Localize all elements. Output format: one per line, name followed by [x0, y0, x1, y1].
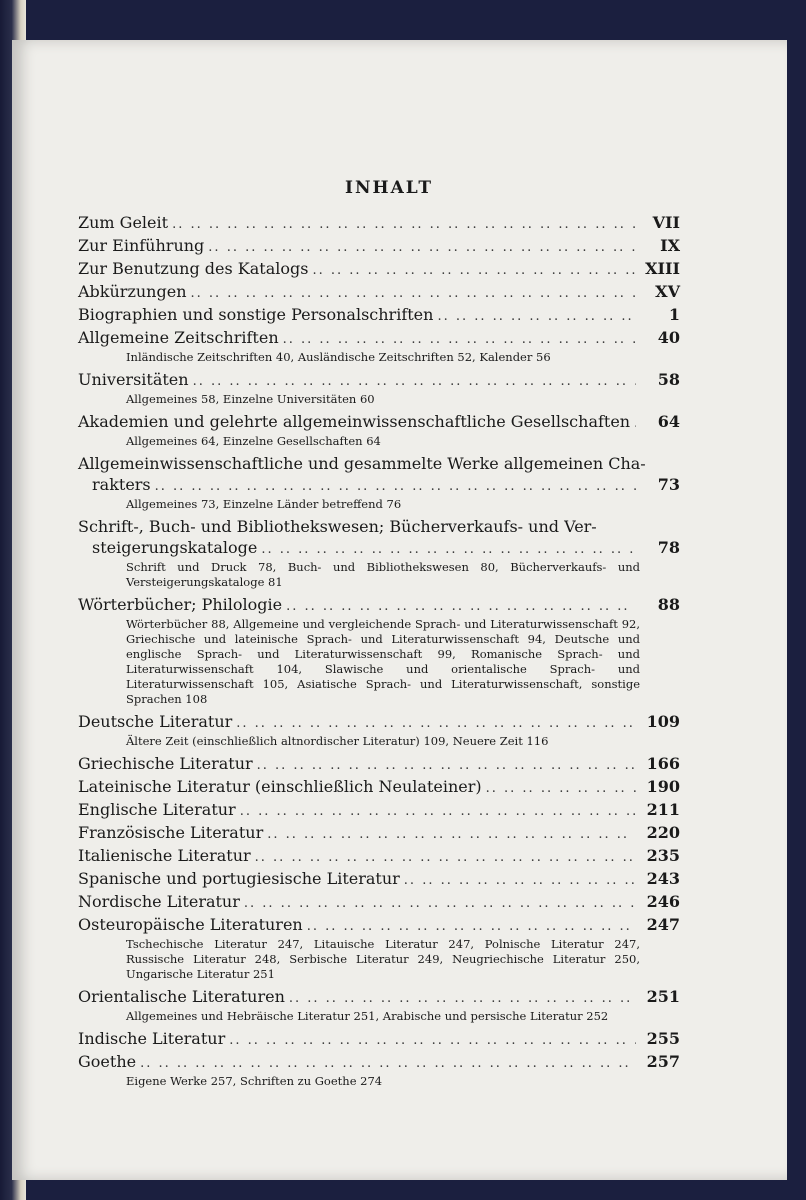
- leader-dots: [404, 870, 636, 891]
- toc-entry-title: Französische Literatur: [78, 823, 264, 842]
- toc-entry-page: 251: [646, 987, 680, 1006]
- toc-entry-title: Spanische und portugiesische Literatur: [78, 869, 400, 888]
- toc-entry-title: Englische Literatur: [78, 800, 236, 819]
- leader-dots: [257, 755, 636, 776]
- toc-entry-title: Wörterbücher; Philologie: [78, 595, 283, 614]
- toc-entry: [78, 1028, 680, 1051]
- toc-entry: [78, 822, 680, 845]
- toc-entry-subsections: Allgemeines 64, Einzelne Gesellschaften 64: [126, 434, 381, 448]
- toc-entry-page: 88: [657, 595, 680, 614]
- toc-entry-title: Osteuropäische Literaturen: [78, 915, 303, 934]
- leader-dots: [267, 824, 636, 845]
- toc-entry-page: 257: [646, 1052, 680, 1071]
- leader-dots: [229, 1030, 636, 1051]
- toc-entry-title: Indische Literatur: [78, 1029, 226, 1048]
- toc-entry-title: Allgemeine Zeitschriften: [78, 328, 279, 347]
- toc-entry-page: 109: [646, 712, 680, 731]
- toc-entry-title-continued: steigerungskataloge: [92, 538, 258, 557]
- toc-entry: [78, 711, 680, 749]
- toc-entry: [78, 212, 680, 235]
- toc-entry-page: XIII: [645, 259, 680, 278]
- toc-entry-title: Zum Geleit: [78, 213, 169, 232]
- toc-entry-page: VII: [652, 213, 680, 232]
- toc-entry-title: Zur Benutzung des Katalogs: [78, 259, 309, 278]
- toc-heading: INHALT: [345, 178, 433, 198]
- toc-entry: [78, 594, 680, 707]
- toc-entry-subsections: Allgemeines 73, Einzelne Länder betreffend 76: [126, 497, 402, 511]
- toc-entry: [78, 411, 680, 449]
- toc-entry-page: XV: [655, 282, 680, 301]
- toc-entry: [78, 845, 680, 868]
- leader-dots: [437, 306, 636, 327]
- toc-entry-title: Nordische Literatur: [78, 892, 240, 911]
- toc-entry: [78, 986, 680, 1024]
- toc-entry: [78, 453, 680, 512]
- toc-entry-page: 220: [646, 823, 680, 842]
- toc-entry: [78, 369, 680, 407]
- toc-entry-page: 73: [657, 475, 680, 494]
- toc-entry: [78, 235, 680, 258]
- toc-entry-page: 64: [657, 412, 680, 431]
- toc-entry: [78, 753, 680, 776]
- toc-entry-page: 40: [657, 328, 680, 347]
- toc-entry-page: 246: [646, 892, 680, 911]
- leader-dots: [289, 988, 636, 1009]
- toc-entry-page: 255: [646, 1029, 680, 1048]
- leader-dots: [261, 539, 636, 560]
- toc-entry-title: Universitäten: [78, 370, 189, 389]
- toc-entry-title: Biographien und sonstige Personalschriften: [78, 305, 434, 324]
- toc-entry: [78, 914, 680, 982]
- toc-entry-page: IX: [660, 236, 680, 255]
- toc-entry-subsections: Allgemeines und Hebräische Literatur 251, Arabische und persische Literatur 252: [126, 1009, 609, 1023]
- leader-dots: [140, 1053, 636, 1074]
- toc-entry-subsections: Schrift und Druck 78, Buch- und Bibliothekswesen 80, Bücherverkaufs- und Versteigerungskataloge 81: [126, 560, 640, 589]
- toc-entry-title: Italienische Literatur: [78, 846, 251, 865]
- toc-entry: [78, 891, 680, 914]
- toc-entry-subsections: Allgemeines 58, Einzelne Universitäten 60: [126, 392, 375, 406]
- toc-entry-title: Abkürzungen: [78, 282, 187, 301]
- toc-entry-page: 58: [657, 370, 680, 389]
- leader-dots: [634, 413, 636, 434]
- toc-entry-title: Schrift-, Buch- und Bibliothekswesen; Bücherverkaufs- und Ver-: [78, 517, 597, 536]
- toc-entries: [78, 212, 680, 1089]
- leader-dots: [193, 371, 636, 392]
- toc-entry-title: Orientalische Literaturen: [78, 987, 285, 1006]
- toc-entry: [78, 868, 680, 891]
- toc-entry-page: 247: [646, 915, 680, 934]
- toc-entry: [78, 776, 680, 799]
- leader-dots: [244, 893, 636, 914]
- toc-entry: [78, 281, 680, 304]
- toc-entry: [78, 516, 680, 590]
- toc-entry: [78, 799, 680, 822]
- toc-entry-page: 243: [646, 869, 680, 888]
- toc-entry-title: Deutsche Literatur: [78, 712, 233, 731]
- leader-dots: [172, 214, 636, 235]
- leader-dots: [286, 596, 636, 617]
- toc-entry-title-continued: rakters: [92, 475, 151, 494]
- toc-entry-title: Zur Einführung: [78, 236, 205, 255]
- toc-entry-subsections: Tschechische Literatur 247, Litauische Literatur 247, Polnische Literatur 247, Russische Literatur 248, Serbische Literatur 249, Neugriechische Literatur 250, Ungarische Literatur 251: [126, 937, 640, 981]
- leader-dots: [255, 847, 636, 868]
- leader-dots: [191, 283, 637, 304]
- toc-entry-title: Akademien und gelehrte allgemeinwissenschaftliche Gesellschaften: [78, 412, 631, 431]
- toc-entry-page: 1: [668, 305, 680, 324]
- toc-entry-title: Allgemeinwissenschaftliche und gesammelte Werke allgemeinen Cha-: [78, 454, 646, 473]
- toc-entry: [78, 258, 680, 281]
- toc-entry-page: 190: [646, 777, 680, 796]
- leader-dots: [486, 778, 636, 799]
- toc-entry-page: 211: [646, 800, 680, 819]
- toc-entry: [78, 327, 680, 365]
- toc-entry-subsections: Inländische Zeitschriften 40, Ausländische Zeitschriften 52, Kalender 56: [126, 350, 551, 364]
- toc-entry-title: Goethe: [78, 1052, 137, 1071]
- toc-entry-subsections: Wörterbücher 88, Allgemeine und vergleichende Sprach- und Literaturwissenschaft 92, Griechische und lateinische Sprach- und Literaturwissenschaft 94, Deutsche und englische Sprach- und Literaturwissenschaft 99, Romanische Sprach- und Literaturwissenschaft 104, Slawische und orientalische Sprach- und Literaturwissenschaft 105, Asiatische Sprach- und Literaturwissenschaft, sonstige Sprachen 108: [126, 617, 640, 706]
- toc-entry-page: 166: [646, 754, 680, 773]
- toc-entry-subsections: Ältere Zeit (einschließlich altnordischer Literatur) 109, Neuere Zeit 116: [126, 734, 549, 748]
- leader-dots: [155, 476, 636, 497]
- toc-entry-title: Lateinische Literatur (einschließlich Neulateiner): [78, 777, 482, 796]
- toc-entry-subsections: Eigene Werke 257, Schriften zu Goethe 274: [126, 1074, 383, 1088]
- toc-entry-title: Griechische Literatur: [78, 754, 253, 773]
- toc-entry: [78, 304, 680, 327]
- leader-dots: [240, 801, 636, 822]
- leader-dots: [283, 329, 636, 350]
- table-of-contents: [78, 178, 680, 1093]
- toc-entry-page: 235: [646, 846, 680, 865]
- leader-dots: [312, 260, 636, 281]
- leader-dots: [236, 713, 636, 734]
- leader-dots: [307, 916, 636, 937]
- leader-dots: [208, 237, 636, 258]
- toc-entry-page: 78: [657, 538, 680, 557]
- toc-entry: [78, 1051, 680, 1089]
